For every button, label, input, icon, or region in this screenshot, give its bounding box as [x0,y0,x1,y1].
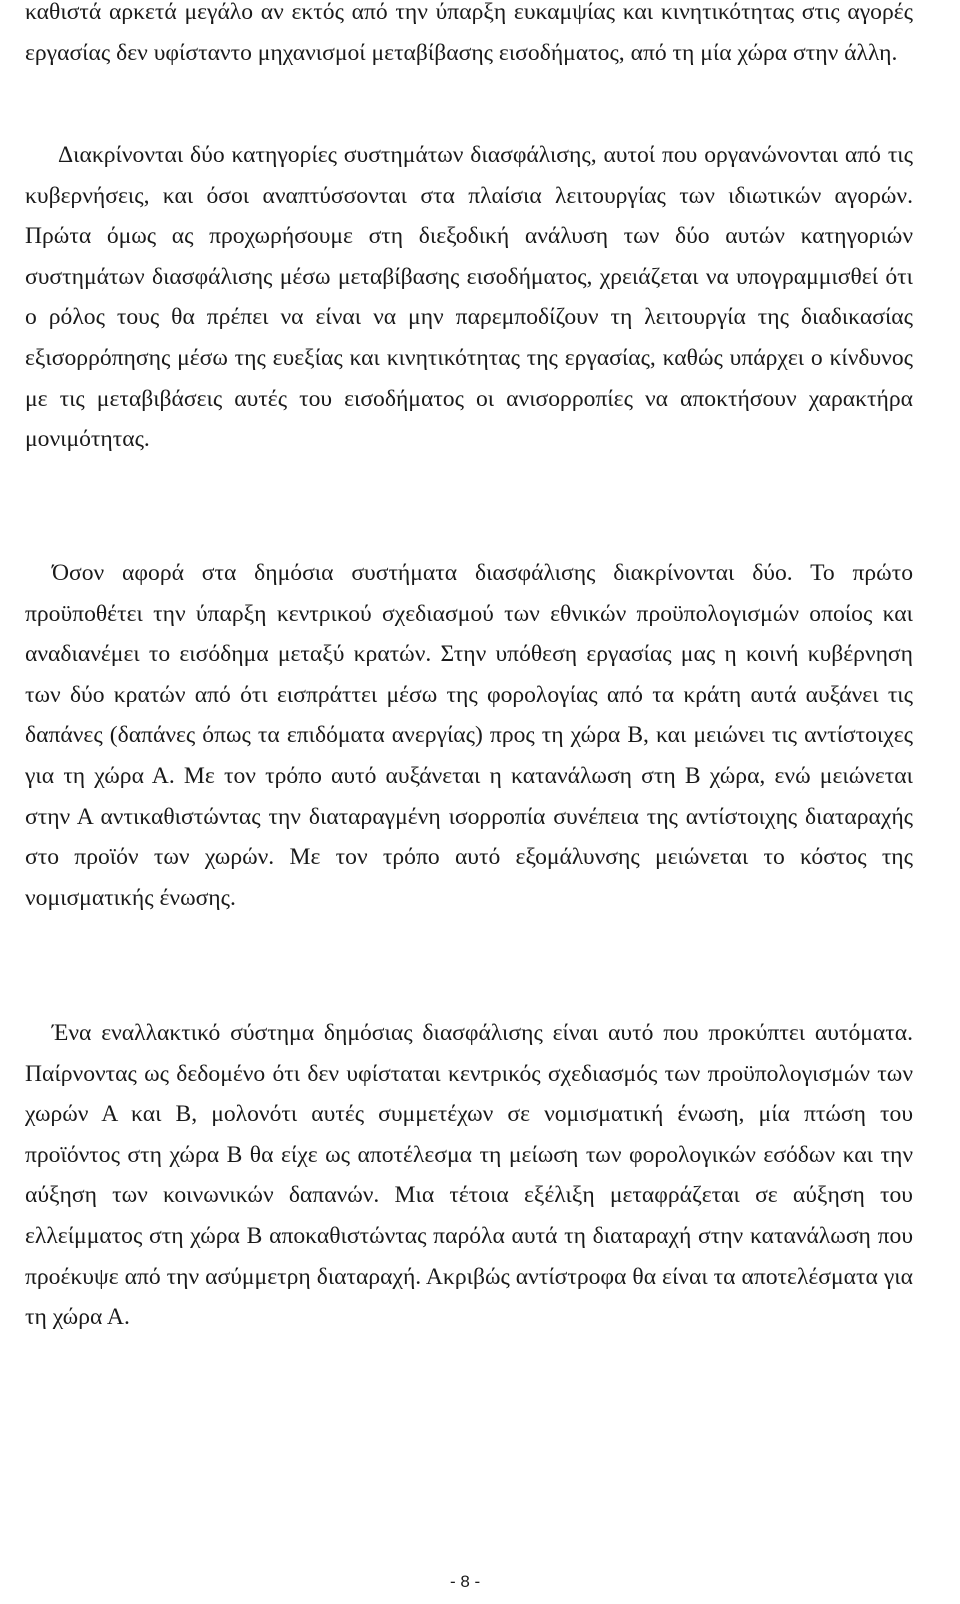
paragraph-1-container [25,0,913,73]
paragraph-3-container [25,553,913,918]
paragraph-1: καθιστά αρκετά μεγάλο αν εκτός από την ύπαρξη ευκαμψίας και κινητικότητας στις αγορές εργασίας δεν υφίσταντο μηχανισμοί μεταβίβασης εισοδήματος, από τη μία χώρα στην άλλη. [25,0,913,66]
paragraph-4: Ένα εναλλακτικό σύστημα δημόσιας διασφάλισης είναι αυτό που προκύπτει αυτόματα. Παίρνοντας ως δεδομένο ότι δεν υφίσταται κεντρικός σχεδιασμός των προϋπολογισμών των χωρών Α και Β, μολονότι αυτές συμμετέχων σε νομισματική ένωση, μία πτώση του προϊόντος στη χώρα Β θα είχε ως αποτέλεσμα τη μείωση των φορολογικών εσόδων και την αύξηση των κοινωνικών δαπανών. Μια τέτοια εξέλιξη μεταφράζεται σε αύξηση του ελλείμματος στη χώρα Β αποκαθιστώντας παρόλα αυτά τη διαταραχή στην κατανάλωση που προέκυψε από την ασύμμετρη διαταραχή. Ακριβώς αντίστροφα θα είναι τα αποτελέσματα για τη χώρα Α. [25,1020,913,1331]
paragraph-3: Όσον αφορά στα δημόσια συστήματα διασφάλισης διακρίνονται δύο. Το πρώτο προϋποθέτει την ύπαρξη κεντρικού σχεδιασμού των εθνικών προϋπολογισμών οποίος και αναδιανέμει το εισόδημα μεταξύ κρατών. Στην υπόθεση εργασίας μας η κοινή κυβέρνηση των δύο κρατών από ότι εισπράττει μέσω της φορολογίας από τα κράτη αυτά αυξάνει τις δαπάνες (δαπάνες όπως τα επιδόματα ανεργίας) προς τη χώρα Β, και μειώνει τις αντίστοιχες για τη χώρα Α. Με τον τρόπο αυτό αυξάνεται η κατανάλωση στη Β χώρα, ενώ μειώνεται στην Α αντικαθιστώντας την διαταραγμένη ισορροπία συνέπεια της αντίστοιχης διαταραχής στο προϊόν των χωρών. Με τον τρόπο αυτό εξομάλυνσης μειώνεται το κόστος της νομισματικής ένωσης. [25,560,913,911]
paragraph-2-container [25,135,913,460]
paragraph-2: Διακρίνονται δύο κατηγορίες συστημάτων διασφάλισης, αυτοί που οργανώνονται από τις κυβερνήσεις, και όσοι αναπτύσσονται στα πλαίσια λειτουργίας των ιδιωτικών αγορών. Πρώτα όμως ας προχωρήσουμε στη διεξοδική ανάλυση των δύο αυτών κατηγοριών συστημάτων διασφάλισης μέσω μεταβίβασης εισοδήματος, χρειάζεται να υπογραμμισθεί ότι ο ρόλος τους θα πρέπει να είναι να μην παρεμποδίζουν τη λειτουργία της διαδικασίας εξισορρόπησης μέσω της ευεξίας και κινητικότητας της εργασίας, καθώς υπάρχει ο κίνδυνος με τις μεταβιβάσεις αυτές του εισοδήματος οι ανισορροπίες να αποκτήσουν χαρακτήρα μονιμότητας. [25,142,913,453]
paragraph-4-container [25,1013,913,1338]
page-number: - 8 - [450,1572,481,1591]
